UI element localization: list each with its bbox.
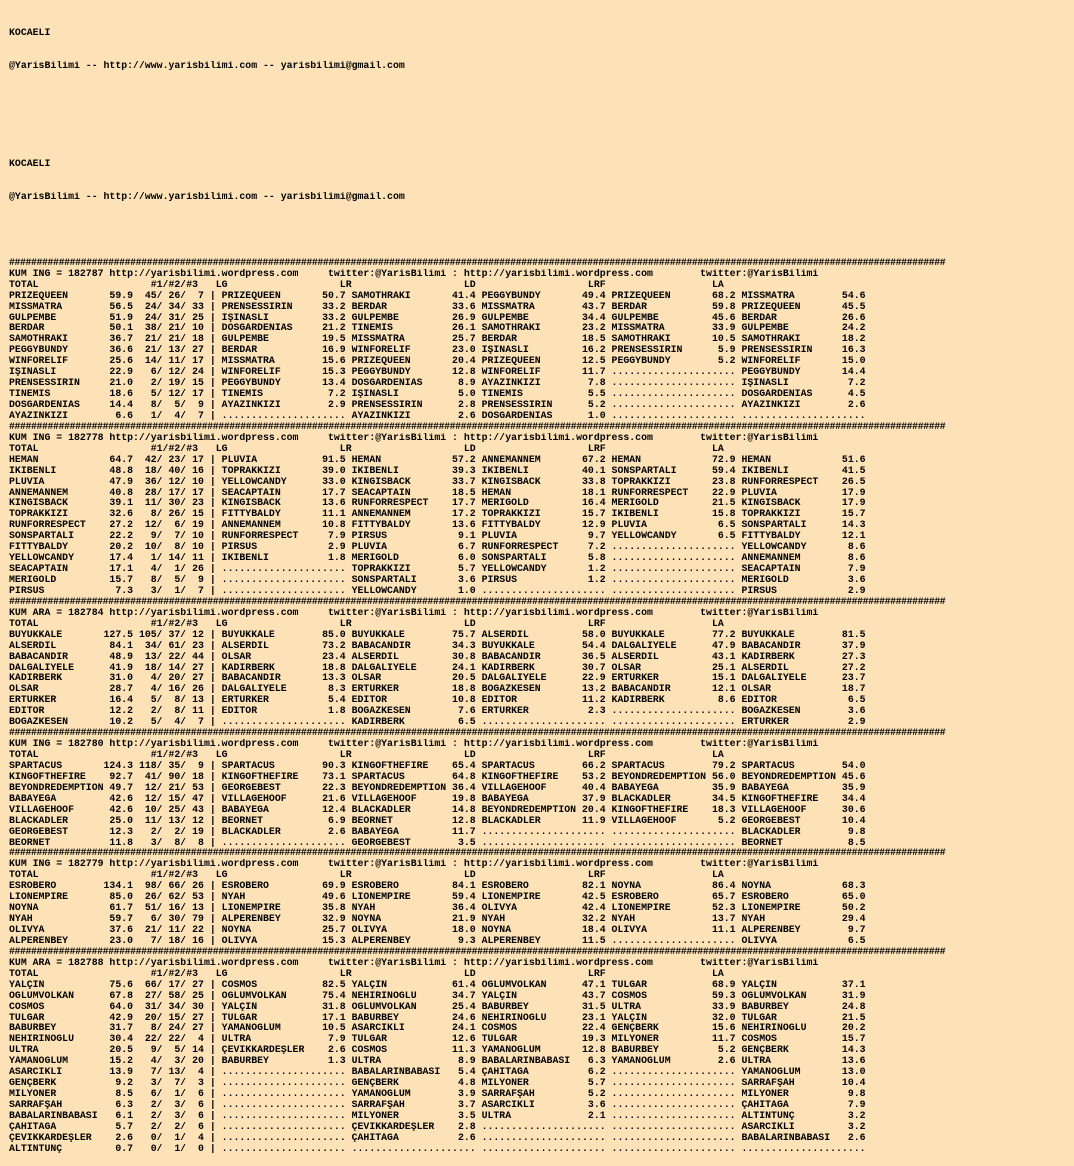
table-row: BABACANDIR 48.9 13/ 22/ 44 | OLSAR 23.4 ALSERDİL 30.8 BABACANDIR 36.5 ALSERDİL 43.1 KADİRBERK 27.3 xyxy=(9,651,866,662)
table-row: BABURBEY 31.7 8/ 24/ 27 | YAMANOĞLUM 10.5 ASARCIKLI 24.1 COSMOS 22.4 GENÇBERK 15.6 NEHİRİNOĞLU 20.2 xyxy=(9,1023,866,1034)
table-row: BERDAR 50.1 38/ 21/ 10 | DOSGARDENIAS 21.2 TINEMIS 26.1 SAMOTHRAKI 23.2 MISSMATRA 33.9 GULPEMBE 24.2 xyxy=(9,323,866,334)
separator-line: ########################################################################################################################################################################## xyxy=(9,848,946,859)
race-table xyxy=(9,258,1074,422)
blank-line xyxy=(9,126,1074,137)
column-headers: TOTAL #1/#2/#3 LG LR LD LRF LA xyxy=(9,443,724,454)
table-row: BLACKADLER 25.0 11/ 13/ 12 | BEORNET 6.9 BEORNET 12.8 BLACKADLER 11.9 VILLAGEHOOF 5.2 GEORGEBEST 10.4 xyxy=(9,815,866,826)
table-row: PIRSUS 7.3 3/ 1/ 7 | ..................... YELLOWCANDY 1.0 ..................... ..................... PIRSUS 2.9 xyxy=(9,585,866,596)
table-row: ULTRA 20.5 9/ 5/ 14 | ÇEVİKKARDEŞLER 2.6 COSMOS 11.3 YAMANOĞLUM 12.8 BABURBEY 5.2 GENÇBERK 14.3 xyxy=(9,1045,866,1056)
table-row: ASARCIKLI 13.9 7/ 13/ 4 | ..................... BABALARINBABASI 5.4 ÇAHİTAĞA 6.2 ..................... YAMANOĞLUM 13.0 xyxy=(9,1067,866,1078)
table-row: EDİTOR 12.2 2/ 8/ 11 | EDİTOR 1.8 BOĞAZKESEN 7.6 ERTURKER 2.3 ..................... BOĞAZKESEN 3.6 xyxy=(9,706,866,717)
table-row: NYAH 59.7 6/ 30/ 79 | ALPERENBEY 32.9 NOYNA 21.9 NYAH 32.2 NYAH 13.7 NYAH 29.4 xyxy=(9,914,866,925)
table-row: SAMOTHRAKI 36.7 21/ 21/ 18 | GULPEMBE 19.5 MISSMATRA 25.7 BERDAR 18.5 SAMOTHRAKI 10.5 SAMOTHRAKI 18.2 xyxy=(9,334,866,345)
header-contact: @YarisBilimi -- http://www.yarisbilimi.com -- yarisbilimi@gmail.com xyxy=(9,192,405,203)
table-row: GENÇBERK 9.2 3/ 7/ 3 | ..................... GENÇBERK 4.8 MİLYONER 5.7 ..................... SARRAFŞAH 10.4 xyxy=(9,1078,866,1089)
table-row: VILLAGEHOOF 42.6 10/ 25/ 43 | BABAYEGA 12.4 BLACKADLER 14.8 BEYONDREDEMPTION 20.4 KINGOFTHEFIRE 18.3 VILLAGEHOOF 30.6 xyxy=(9,804,866,815)
column-headers: TOTAL #1/#2/#3 LG LR LD LRF LA xyxy=(9,750,724,760)
race-table xyxy=(9,947,1074,1155)
table-row: ALPERENBEY 23.0 7/ 18/ 16 | OLIVYA 15.3 ALPERENBEY 9.3 ALPERENBEY 11.5 ..................... OLIVYA 6.5 xyxy=(9,935,866,946)
table-row: DOSGARDENIAS 14.4 8/ 5/ 9 | AYAZINKIZI 2.9 PRENSESSİRİN 2.8 PRENSESSİRİN 5.2 ..................... AYAZINKIZI 2.6 xyxy=(9,400,866,410)
table-row: AYAZINKIZI 6.6 1/ 4/ 7 | ..................... AYAZINKIZI 2.6 DOSGARDENIAS 1.0 ..................... ..................... xyxy=(9,410,866,421)
header-city: KOCAELI xyxy=(9,159,51,170)
separator-line: ########################################################################################################################################################################## xyxy=(9,257,946,268)
header-contact: @YarisBilimi -- http://www.yarisbilimi.com -- yarisbilimi@gmail.com xyxy=(9,60,405,71)
table-row: ÇEVİKKARDEŞLER 2.6 0/ 1/ 4 | ..................... ÇAHİTAĞA 2.6 ..................... ..................... BABALARINBABASI 2.6 xyxy=(9,1132,866,1143)
race-tables xyxy=(9,258,1074,1155)
race-table xyxy=(9,597,1074,728)
table-row: TULGAR 42.9 20/ 15/ 27 | TULGAR 17.1 BABURBEY 24.6 NEHİRİNOĞLU 23.1 YALÇIN 32.0 TULGAR 21.5 xyxy=(9,1012,866,1023)
separator-line: ########################################################################################################################################################################## xyxy=(9,421,946,432)
table-row: PRENSESSİRİN 21.0 2/ 19/ 15 | PEGGYBUNDY 13.4 DOSGARDENIAS 8.9 AYAZINKIZI 7.8 ..................... İŞINASLI 7.2 xyxy=(9,378,866,389)
table-row: YELLOWCANDY 17.4 1/ 14/ 11 | İKİBENLİ 1.8 MERIGOLD 6.0 SONSPARTALI 5.8 ..................... ANNEMANNEM 8.6 xyxy=(9,553,866,564)
table-row: BEORNET 11.8 3/ 8/ 8 | ..................... GEORGEBEST 3.5 ..................... ..................... BEORNET 8.5 xyxy=(9,837,866,848)
table-row: OGLUMVOLKAN 67.8 27/ 58/ 25 | OGLUMVOLKAN 75.4 NEHİRİNOĞLU 34.7 YALÇIN 43.7 COSMOS 59.3 OGLUMVOLKAN 31.9 xyxy=(9,990,866,1001)
race-title: KUM ING = 182787 http://yarisbilimi.wordpress.com twitter:@YarisBilimi : http://yarisbilimi.wordpress.com twitter:@YarisBilimi xyxy=(9,268,819,279)
table-row: COSMOS 64.0 31/ 34/ 30 | YALÇIN 31.8 OGLUMVOLKAN 25.4 BABURBEY 31.5 ULTRA 33.9 BABURBEY 24.8 xyxy=(9,1001,866,1012)
race-title: KUM ING = 182779 http://yarisbilimi.wordpress.com twitter:@YarisBilimi : http://yarisbilimi.wordpress.com twitter:@YarisBilimi xyxy=(9,859,819,870)
table-row: MISSMATRA 56.5 24/ 34/ 33 | PRENSESSİRİN 33.2 BERDAR 33.6 MISSMATRA 43.7 BERDAR 59.8 PRIZEQUEEN 45.5 xyxy=(9,301,866,312)
table-row: YALÇIN 75.6 66/ 17/ 27 | COSMOS 82.5 YALÇIN 61.4 OGLUMVOLKAN 47.1 TULGAR 68.9 YALÇIN 37.1 xyxy=(9,979,866,990)
blank-line xyxy=(9,94,1074,105)
race-title: KUM ARA = 182784 http://yarisbilimi.wordpress.com twitter:@YarisBilimi : http://yarisbilimi.wordpress.com twitter:@YarisBilimi xyxy=(9,607,819,618)
race-title: KUM ING = 182778 http://yarisbilimi.wordpress.com twitter:@YarisBilimi : http://yarisbilimi.wordpress.com twitter:@YarisBilimi xyxy=(9,432,819,443)
table-row: OLIVYA 37.6 21/ 11/ 22 | NOYNA 25.7 OLIVYA 18.0 NOYNA 18.4 OLIVYA 11.1 ALPERENBEY 9.7 xyxy=(9,925,866,935)
race-title: KUM ARA = 182788 http://yarisbilimi.wordpress.com twitter:@YarisBilimi : http://yarisbilimi.wordpress.com twitter:@YarisBilimi xyxy=(9,957,819,968)
race-title: KUM ING = 182780 http://yarisbilimi.wordpress.com twitter:@YarisBilimi : http://yarisbilimi.wordpress.com twitter:@YarisBilimi xyxy=(9,739,819,750)
table-row: KINGISBACK 39.1 11/ 30/ 23 | KINGISBACK 13.6 RUNFORRESPECT 17.7 MERIGOLD 16.4 MERIGOLD 21.5 KINGISBACK 17.9 xyxy=(9,498,866,509)
header-city: KOCAELI xyxy=(9,27,51,38)
table-row: SEACAPTAIN 17.1 4/ 1/ 26 | ..................... TOPRAKKIZI 5.7 YELLOWCANDY 1.2 ..................... SEACAPTAIN 7.9 xyxy=(9,564,866,575)
table-row: PLUVIA 47.9 36/ 12/ 10 | YELLOWCANDY 33.0 KINGISBACK 33.7 KINGISBACK 33.8 TOPRAKKIZI 23.8 RUNFORRESPECT 26.5 xyxy=(9,476,866,487)
table-row: TOPRAKKIZI 32.6 8/ 26/ 15 | FITTYBALDY 11.1 ANNEMANNEM 17.2 TOPRAKKIZI 15.7 İKİBENLİ 15.8 TOPRAKKIZI 15.7 xyxy=(9,509,866,520)
table-row: ALTINTUNÇ 0.7 0/ 1/ 0 | ..................... ..................... ..................... ..................... ..................... xyxy=(9,1143,866,1154)
table-row: NEHİRİNOĞLU 30.4 22/ 22/ 4 | ULTRA 7.9 TULGAR 12.6 TULGAR 19.3 MİLYONER 11.7 COSMOS 15.7 xyxy=(9,1034,866,1045)
race-table xyxy=(9,728,1074,848)
table-row: BOĞAZKESEN 10.2 5/ 4/ 7 | ..................... KADİRBERK 6.5 ..................... ..................... ERTURKER 2.9 xyxy=(9,717,866,728)
table-row: TINEMIS 18.6 5/ 12/ 17 | TINEMIS 7.2 İŞINASLI 5.0 TINEMIS 5.5 ..................... DOSGARDENIAS 4.5 xyxy=(9,389,866,400)
table-row: DALGALIYELE 41.9 18/ 14/ 27 | KADİRBERK 18.8 DALGALIYELE 24.1 KADİRBERK 30.7 OLSAR 25.1 ALSERDİL 27.2 xyxy=(9,662,866,673)
table-row: WINFORELIF 25.6 14/ 11/ 17 | MISSMATRA 15.6 PRIZEQUEEN 20.4 PRIZEQUEEN 12.5 PEGGYBUNDY 5.2 WINFORELIF 15.0 xyxy=(9,356,866,367)
table-row: OLSAR 28.7 4/ 16/ 26 | DALGALIYELE 8.3 ERTURKER 18.8 BOĞAZKESEN 13.2 BABACANDIR 12.1 OLSAR 18.7 xyxy=(9,684,866,695)
table-row: ESROBERO 134.1 98/ 66/ 26 | ESROBERO 69.9 ESROBERO 84.1 ESROBERO 82.1 NOYNA 86.4 NOYNA 68.3 xyxy=(9,881,866,892)
column-headers: TOTAL #1/#2/#3 LG LR LD LRF LA xyxy=(9,279,724,290)
table-row: BUYUKKALE 127.5 105/ 37/ 12 | BUYUKKALE 85.0 BUYUKKALE 75.7 ALSERDİL 58.0 BUYUKKALE 77.2 BUYUKKALE 81.5 xyxy=(9,629,866,640)
table-row: PRIZEQUEEN 59.9 45/ 26/ 7 | PRIZEQUEEN 50.7 SAMOTHRAKI 41.4 PEGGYBUNDY 49.4 PRIZEQUEEN 68.2 MISSMATRA 54.6 xyxy=(9,290,866,301)
table-row: ALSERDİL 84.1 34/ 61/ 23 | ALSERDİL 73.2 BABACANDIR 34.3 BUYUKKALE 54.4 DALGALIYELE 47.9 BABACANDIR 37.9 xyxy=(9,640,866,651)
table-row: BEYONDREDEMPTION 49.7 12/ 21/ 53 | GEORGEBEST 22.3 BEYONDREDEMPTION 36.4 VILLAGEHOOF 40.4 BABAYEGA 35.9 BABAYEGA 35.9 xyxy=(9,782,866,793)
table-row: RUNFORRESPECT 27.2 12/ 6/ 19 | ANNEMANNEM 10.8 FITTYBALDY 13.6 FITTYBALDY 12.9 PLUVIA 6.5 SONSPARTALI 14.3 xyxy=(9,520,866,531)
table-row: GEORGEBEST 12.3 2/ 2/ 19 | BLACKADLER 2.6 BABAYEGA 11.7 ..................... ..................... BLACKADLER 9.8 xyxy=(9,826,866,837)
table-row: PEGGYBUNDY 36.6 21/ 13/ 27 | BERDAR 16.9 WINFORELIF 23.0 İŞINASLI 16.2 PRENSESSİRİN 5.9 PRENSESSİRİN 16.3 xyxy=(9,345,866,356)
table-row: SPARTACUS 124.3 118/ 35/ 9 | SPARTACUS 90.3 KINGOFTHEFIRE 65.4 SPARTACUS 66.2 SPARTACUS 79.2 SPARTACUS 54.0 xyxy=(9,760,866,771)
table-row: ERTURKER 16.4 5/ 8/ 13 | ERTURKER 5.4 EDİTOR 10.8 EDİTOR 11.2 KADİRBERK 8.6 EDİTOR 6.5 xyxy=(9,695,866,706)
separator-line: ########################################################################################################################################################################## xyxy=(9,596,946,607)
table-row: HEMAN 64.7 42/ 23/ 17 | PLUVIA 91.5 HEMAN 57.2 ANNEMANNEM 67.2 HEMAN 72.9 HEMAN 51.6 xyxy=(9,454,866,465)
race-table xyxy=(9,848,1074,946)
table-row: İKİBENLİ 48.8 18/ 40/ 16 | TOPRAKKIZI 39.0 İKİBENLİ 39.3 İKİBENLİ 40.1 SONSPARTALI 59.4 İKİBENLİ 41.5 xyxy=(9,465,866,476)
table-row: BABALARINBABASI 6.1 2/ 3/ 6 | ..................... MİLYONER 3.5 ULTRA 2.1 ..................... ALTINTUNÇ 3.2 xyxy=(9,1110,866,1121)
column-headers: TOTAL #1/#2/#3 LG LR LD LRF LA xyxy=(9,618,724,629)
table-row: NOYNA 61.7 51/ 16/ 13 | LIONEMPIRE 35.8 NYAH 36.4 OLIVYA 42.4 LIONEMPIRE 52.3 LIONEMPIRE 50.2 xyxy=(9,903,866,914)
table-row: SONSPARTALI 22.2 9/ 7/ 10 | RUNFORRESPECT 7.9 PIRSUS 9.1 PLUVIA 9.7 YELLOWCANDY 6.5 FITTYBALDY 12.1 xyxy=(9,531,866,542)
table-row: GULPEMBE 51.9 24/ 31/ 25 | İŞINASLI 33.2 GULPEMBE 26.9 GULPEMBE 34.4 GULPEMBE 45.6 BERDAR 26.6 xyxy=(9,312,866,323)
table-row: SARRAFŞAH 6.3 2/ 3/ 6 | ..................... SARRAFŞAH 3.7 ASARCIKLI 3.6 ..................... ÇAHİTAĞA 7.9 xyxy=(9,1100,866,1110)
table-row: İŞINASLI 22.9 6/ 12/ 24 | WINFORELIF 15.3 PEGGYBUNDY 12.8 WINFORELIF 11.7 ..................... PEGGYBUNDY 14.4 xyxy=(9,367,866,378)
table-row: KINGOFTHEFIRE 92.7 41/ 90/ 18 | KINGOFTHEFIRE 73.1 SPARTACUS 64.8 KINGOFTHEFIRE 53.2 BEYONDREDEMPTION 56.0 BEYONDREDEMPTION 45.6 xyxy=(9,771,866,782)
column-headers: TOTAL #1/#2/#3 LG LR LD LRF LA xyxy=(9,870,724,881)
race-table xyxy=(9,422,1074,597)
table-row: BABAYEGA 42.6 12/ 15/ 47 | VILLAGEHOOF 21.6 VILLAGEHOOF 19.8 BABAYEGA 37.9 BLACKADLER 34.5 KINGOFTHEFIRE 34.4 xyxy=(9,793,866,804)
blank-line xyxy=(9,225,1074,236)
table-row: FITTYBALDY 20.2 10/ 8/ 10 | PIRSUS 2.9 PLUVIA 6.7 RUNFORRESPECT 7.2 ..................... YELLOWCANDY 8.6 xyxy=(9,542,866,553)
separator-line: ########################################################################################################################################################################## xyxy=(9,946,946,957)
column-headers: TOTAL #1/#2/#3 LG LR LD LRF LA xyxy=(9,968,724,979)
table-row: YAMANOĞLUM 15.2 4/ 3/ 20 | BABURBEY 1.3 ULTRA 8.9 BABALARINBABASI 6.3 YAMANOĞLUM 2.6 ULTRA 13.6 xyxy=(9,1056,866,1067)
table-row: LIONEMPIRE 85.0 26/ 62/ 53 | NYAH 49.6 LIONEMPIRE 59.4 LIONEMPIRE 42.5 ESROBERO 65.7 ESROBERO 65.0 xyxy=(9,892,866,903)
table-row: ANNEMANNEM 40.8 28/ 17/ 17 | SEACAPTAIN 17.7 SEACAPTAIN 18.5 HEMAN 18.1 RUNFORRESPECT 22.9 PLUVIA 17.9 xyxy=(9,487,866,498)
table-row: ÇAHİTAĞA 5.7 2/ 2/ 6 | ..................... ÇEVİKKARDEŞLER 2.8 ..................... ..................... ASARCIKLI 3.2 xyxy=(9,1121,866,1132)
table-row: MİLYONER 8.5 6/ 1/ 6 | ..................... YAMANOĞLUM 3.9 SARRAFŞAH 5.2 ..................... MİLYONER 9.8 xyxy=(9,1089,866,1100)
table-row: KADİRBERK 31.0 4/ 20/ 27 | BABACANDIR 13.3 OLSAR 20.5 DALGALIYELE 22.9 ERTURKER 15.1 DALGALIYELE 23.7 xyxy=(9,673,866,684)
table-row: MERIGOLD 15.7 8/ 5/ 9 | ..................... SONSPARTALI 3.6 PIRSUS 1.2 ..................... MERIGOLD 3.6 xyxy=(9,575,866,585)
separator-line: ########################################################################################################################################################################## xyxy=(9,728,946,739)
